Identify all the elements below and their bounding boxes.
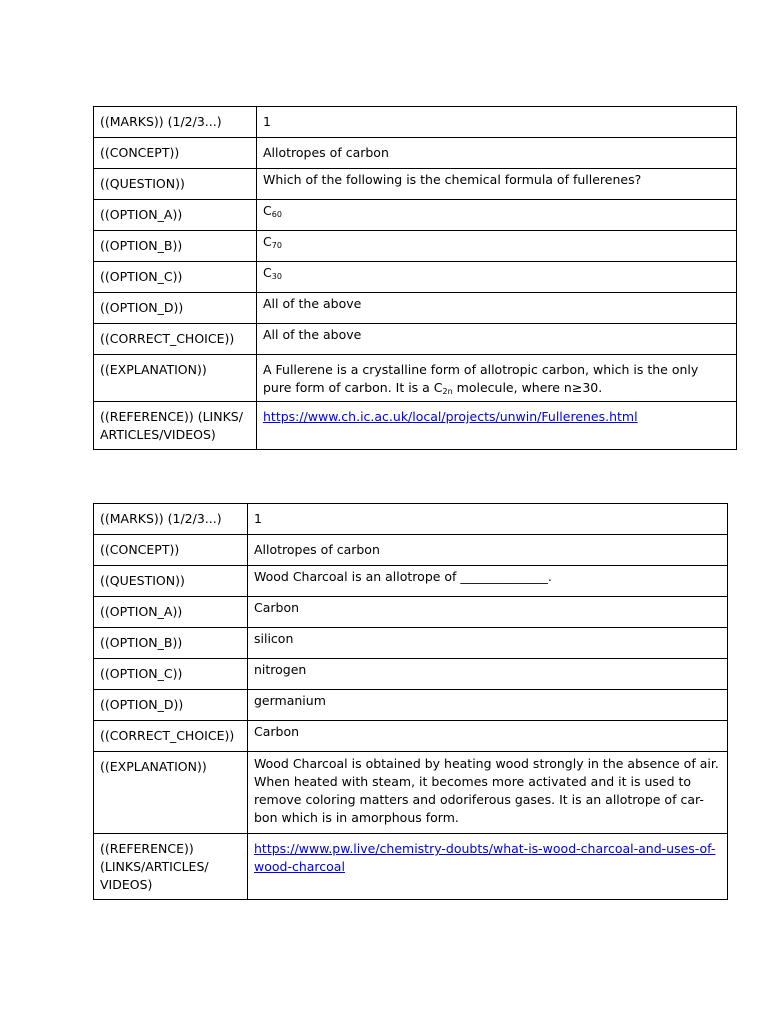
option-c-value: nitrogen (248, 659, 728, 690)
question-value: Wood Charcoal is an allotrope of ______________. (248, 566, 728, 597)
option-b-label: ((OPTION_B)) (94, 628, 248, 659)
reference-value (248, 834, 728, 900)
explanation-value: A Fullerene is a crystalline form of allotropic carbon, which is the only pure form of carbon. It is a $C_{2n}$ molecule, where n≥30. (257, 355, 737, 402)
marks-value: 1 (257, 107, 737, 138)
explanation-value: Wood Charcoal is obtained by heating wood strongly in the absence of air. When heated with steam, it becomes more activated and it is used to remove coloring matters and odoriferous gases. It is an allotrope of car-bon which is in amorphous form. (248, 752, 728, 834)
option-d-value: germanium (248, 690, 728, 721)
explanation-label: ((EXPLANATION)) (94, 752, 248, 834)
concept-label: ((CONCEPT)) (94, 535, 248, 566)
reference-link[interactable]: https://www.ch.ic.ac.uk/local/projects/unwin/Fullerenes.html (263, 409, 638, 424)
question-table-2 (93, 503, 728, 900)
correct-choice-label: ((CORRECT_CHOICE)) (94, 324, 257, 355)
correct-choice-value: All of the above (257, 324, 737, 355)
option-d-label: ((OPTION_D)) (94, 293, 257, 324)
correct-choice-value: Carbon (248, 721, 728, 752)
option-d-label: ((OPTION_D)) (94, 690, 248, 721)
question-value: Which of the following is the chemical formula of fullerenes? (257, 169, 737, 200)
question-label: ((QUESTION)) (94, 169, 257, 200)
marks-label: ((MARKS)) (1/2/3...) (94, 107, 257, 138)
option-c-label: ((OPTION_C)) (94, 262, 257, 293)
option-b-value: $C_{70}$ (257, 231, 737, 262)
reference-link[interactable]: https://www.pw.live/chemistry-doubts/what-is-wood-charcoal-and-uses-of-wood-charcoal (254, 841, 716, 874)
option-d-value: All of the above (257, 293, 737, 324)
option-c-value: $C_{30}$ (257, 262, 737, 293)
reference-value (257, 402, 737, 450)
option-b-value: silicon (248, 628, 728, 659)
reference-label: ((REFERENCE)) (LINKS/ ARTICLES/VIDEOS) (94, 402, 257, 450)
marks-value: 1 (248, 504, 728, 535)
concept-value: Allotropes of carbon (248, 535, 728, 566)
option-a-label: ((OPTION_A)) (94, 200, 257, 231)
marks-label: ((MARKS)) (1/2/3...) (94, 504, 248, 535)
question-table-1 (93, 106, 737, 450)
concept-label: ((CONCEPT)) (94, 138, 257, 169)
option-c-label: ((OPTION_C)) (94, 659, 248, 690)
reference-label: ((REFERENCE)) (LINKS/ARTICLES/ VIDEOS) (94, 834, 248, 900)
option-a-value: Carbon (248, 597, 728, 628)
option-b-label: ((OPTION_B)) (94, 231, 257, 262)
concept-value: Allotropes of carbon (257, 138, 737, 169)
question-label: ((QUESTION)) (94, 566, 248, 597)
explanation-label: ((EXPLANATION)) (94, 355, 257, 402)
option-a-value: $C_{60}$ (257, 200, 737, 231)
correct-choice-label: ((CORRECT_CHOICE)) (94, 721, 248, 752)
option-a-label: ((OPTION_A)) (94, 597, 248, 628)
